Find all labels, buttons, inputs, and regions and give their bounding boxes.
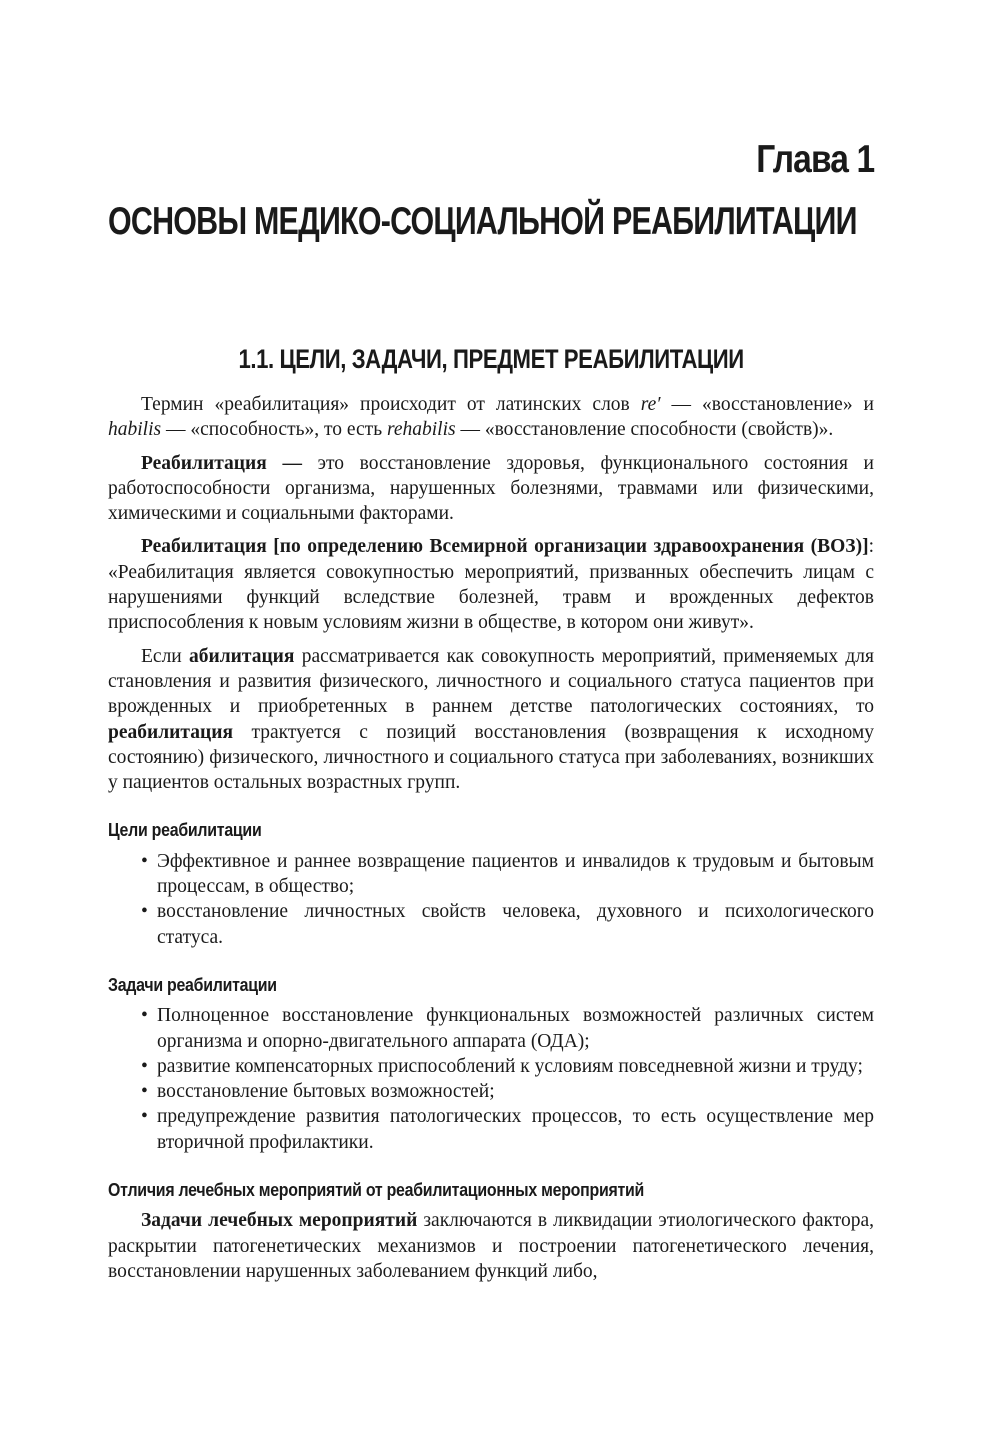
paragraph-who-definition: Реабилитация [по определению Всемирной организации здравоохранения (ВОЗ)]: «Реабилитация является совокупностью мероприятий, призванных обеспечить лицам с нарушениями функций вследствие болезней, травм и врожденных дефектов приспособления к новым условиям жизни в обществе, в котором они живут».: [108, 536, 874, 634]
paragraph-abilitation: Если абилитация рассматривается как совокупность мероприятий, применяемых для становления и развития физического, личностного и социального статуса пациентов при врожденных и приобретенных в раннем детстве патологических состояниях, то реабилитация трактуется с позиций восстановления (возвращения к исходному состоянию) физического, личностного и социального статуса при заболеваниях, возникших у пациентов остальных возрастных групп.: [108, 645, 874, 794]
list-item: • развитие компенсаторных приспособлений к условиям повседневной жизни и труду;: [141, 1055, 863, 1077]
paragraph-treatment-tasks: Задачи лечебных мероприятий заключаются в ликвидации этиологического фактора, раскрытии патогенетических механизмов и построении патогенетического лечения, восстановлении нарушенных заболеванием функций либо,: [108, 1210, 874, 1282]
body-text: [108, 392, 874, 1292]
goals-list: [141, 849, 874, 950]
paragraph-definition: Реабилитация — это восстановление здоровья, функционального состояния и работоспособности организма, нарушенных болезнями, травмами или физическими, химическими и социальными факторами.: [108, 452, 874, 525]
chapter-title: ОСНОВЫ МЕДИКО-СОЦИАЛЬНОЙ РЕАБИЛИТАЦИИ: [108, 200, 857, 243]
paragraph-term-origin: Термин «реабилитация» происходит от латинских слов re′ — «восстановление» и habilis — «способность», то есть rehabilis — «восстановление способности (свойств)».: [108, 394, 874, 441]
chapter-label: Глава 1: [755, 138, 874, 181]
list-item: • восстановление личностных свойств человека, духовного и психологического статуса.: [141, 901, 874, 948]
tasks-list: [141, 1003, 874, 1155]
section-title: [108, 344, 874, 375]
list-item: • Полноценное восстановление функциональных возможностей различных систем организма и опорно-двигательного аппарата (ОДА);: [141, 1005, 874, 1052]
differences-heading: Отличия лечебных мероприятий от реабилитационных мероприятий: [108, 1179, 645, 1201]
goals-heading: Цели реабилитации: [108, 819, 262, 841]
section-title-text: 1.1. ЦЕЛИ, ЗАДАЧИ, ПРЕДМЕТ РЕАБИЛИТАЦИИ: [238, 344, 744, 374]
list-item: • Эффективное и раннее возвращение пациентов и инвалидов к трудовым и бытовым процессам, в общество;: [141, 850, 874, 898]
list-item: • восстановление бытовых возможностей;: [141, 1081, 495, 1103]
tasks-heading: Задачи реабилитации: [108, 973, 277, 995]
list-item: • предупреждение развития патологических процессов, то есть осуществление мер вторичной профилактики.: [141, 1106, 874, 1153]
